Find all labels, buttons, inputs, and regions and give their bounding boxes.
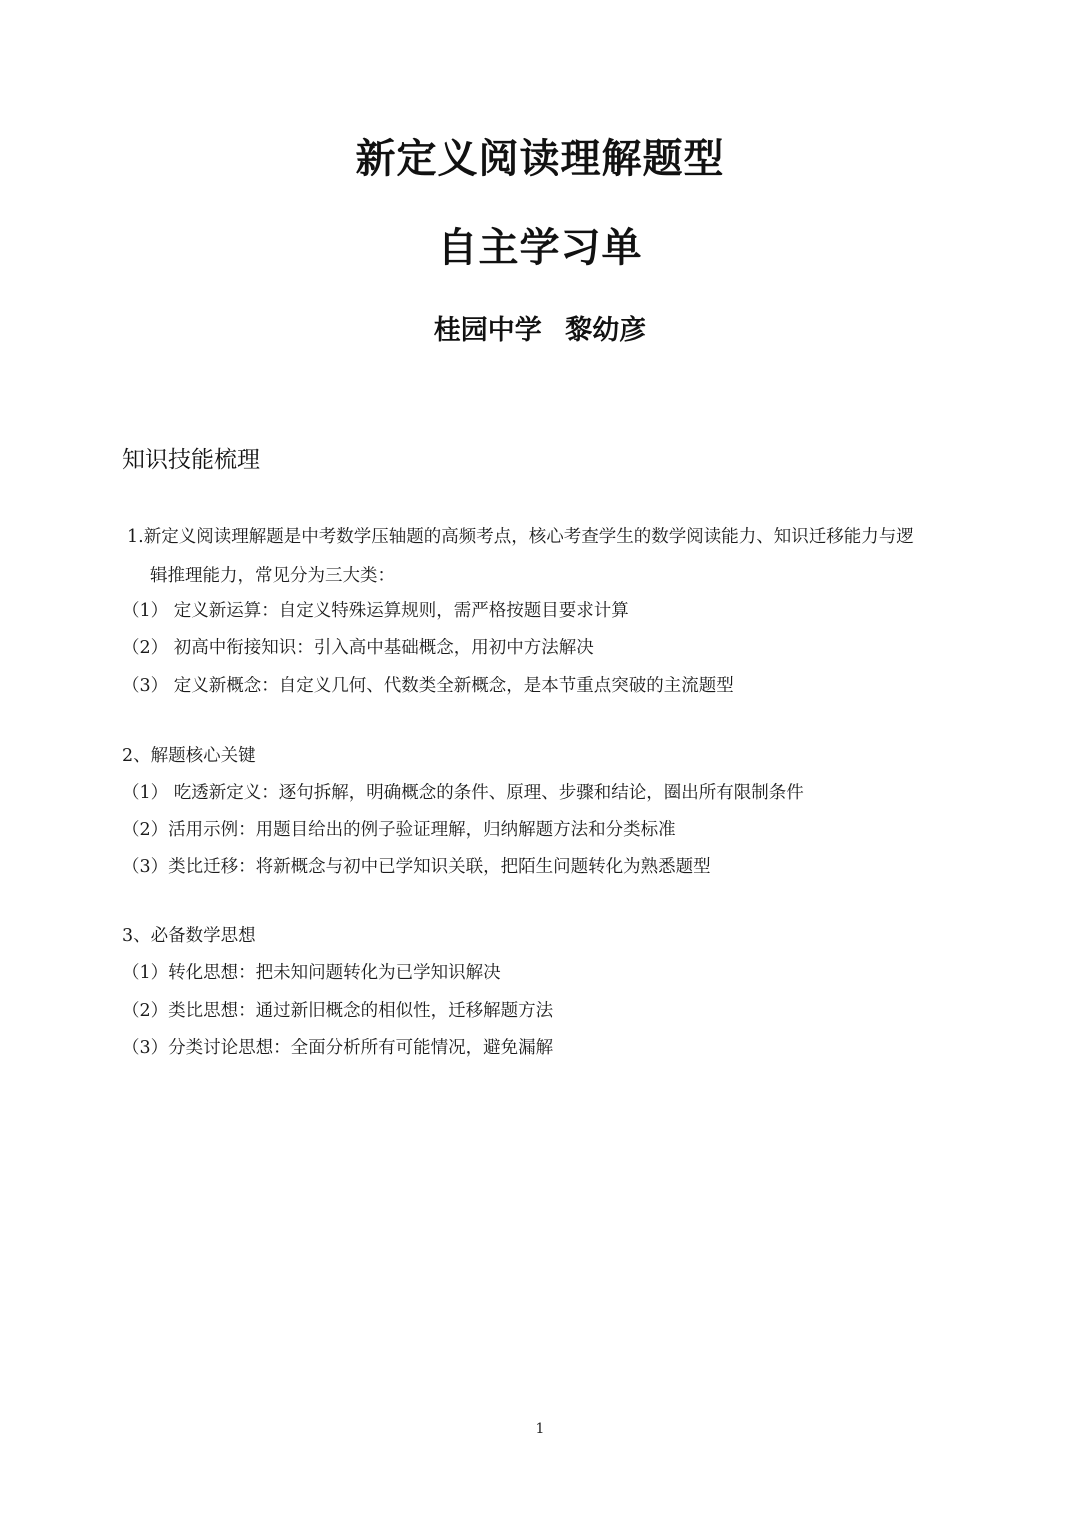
part3-item-1: （1）转化思想：把未知问题转化为已学知识解决	[122, 963, 501, 983]
part2-heading: 2、解题核心关键	[122, 746, 256, 766]
school-name: 桂园中学	[433, 315, 542, 346]
part1-intro-line2: 辑推理能力，常见分为三大类：	[150, 566, 395, 586]
part1-item-1: （1） 定义新运算：自定义特殊运算规则，需严格按题目要求计算	[122, 601, 629, 621]
part1-item-2: （2） 初高中衔接知识：引入高中基础概念，用初中方法解决	[122, 638, 594, 658]
page-number: 1	[535, 1421, 545, 1437]
author-line	[0, 313, 1080, 349]
author-name: 黎幼彦	[565, 315, 647, 346]
part2-item-2: （2）活用示例：用题目给出的例子验证理解，归纳解题方法和分类标准	[122, 820, 676, 840]
document-subtitle: 自主学习单	[437, 225, 643, 271]
part3-item-2: （2）类比思想：通过新旧概念的相似性，迁移解题方法	[122, 1001, 554, 1021]
part3-heading: 3、必备数学思想	[122, 926, 256, 946]
part1-intro-line1: 1.新定义阅读理解题是中考数学压轴题的高频考点，核心考查学生的数学阅读能力、知识迁移能力与逻	[127, 527, 914, 547]
part1-item-3: （3） 定义新概念：自定义几何、代数类全新概念，是本节重点突破的主流题型	[122, 676, 734, 696]
part2-item-3: （3）类比迁移：将新概念与初中已学知识关联，把陌生问题转化为熟悉题型	[122, 857, 711, 877]
document-title: 新定义阅读理解题型	[355, 136, 725, 182]
section-heading: 知识技能梳理	[122, 447, 260, 473]
part2-item-1: （1） 吃透新定义：逐句拆解，明确概念的条件、原理、步骤和结论，圈出所有限制条件	[122, 783, 804, 803]
part3-item-3: （3）分类讨论思想：全面分析所有可能情况，避免漏解	[122, 1038, 554, 1058]
